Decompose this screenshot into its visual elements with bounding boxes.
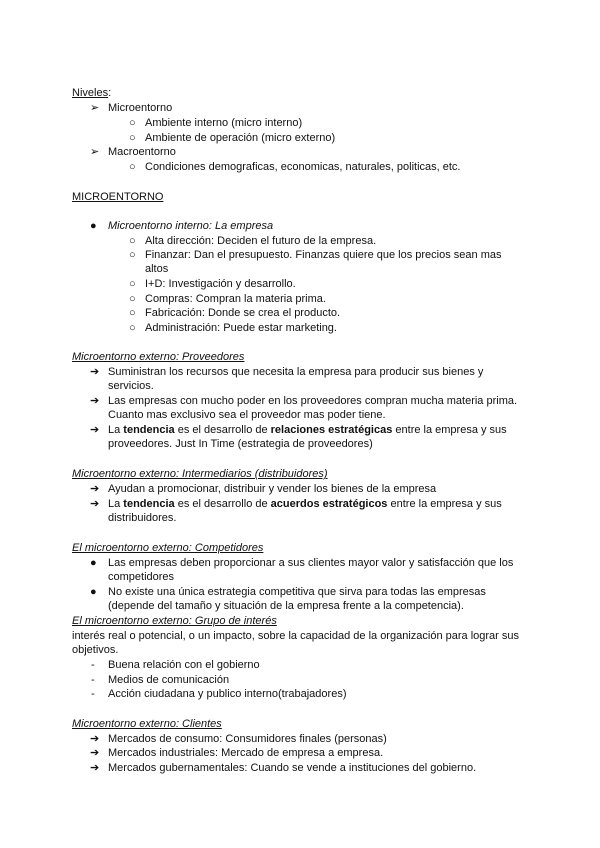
interno-item: Administración: Puede estar marketing. [145,322,337,334]
clientes-item: Mercados industriales: Mercado de empresa a empresa. [108,747,384,759]
arrowhead-bullet-icon: ➢ [90,146,100,158]
proveedores-p1-cont: servicios. [108,380,154,392]
proveedores-p3-cont: proveedores. Just In Time (estrategia de proveedores) [108,438,373,450]
niveles-micro-a: Ambiente interno (micro interno) [145,117,303,129]
intermediarios-title: Microentorno externo: Intermediarios (distribuidores) [72,468,328,480]
circle-bullet-icon: ○ [129,278,136,290]
clientes-item: Mercados gubernamentales: Cuando se vende a instituciones del gobierno. [108,762,477,774]
competidores-p1: Las empresas deben proporcionar a sus clientes mayor valor y satisfacción que los [108,557,514,569]
intermediarios-p2: La tendencia es el desarrollo de acuerdos estratégicos entre la empresa y sus [108,498,502,510]
arrow-bullet-icon: ➔ [90,424,100,436]
arrow-bullet-icon: ➔ [90,498,100,510]
interes-line1: interés real o potencial, o un impacto, sobre la capacidad de la organización para lograr sus [72,630,519,642]
interno-item: Finanzar: Dan el presupuesto. Finanzas quiere que los precios sean mas [145,249,502,261]
niveles-macro: Macroentorno [108,146,176,158]
circle-bullet-icon: ○ [129,117,136,129]
proveedores-p2-cont: Cuanto mas exclusivo sea el proveedor mas poder tiene. [108,409,386,421]
interno-item-cont: altos [145,263,169,275]
circle-bullet-icon: ○ [129,307,136,319]
arrow-bullet-icon: ➔ [90,483,100,495]
interno-title: Microentorno interno: La empresa [108,220,274,232]
interes-title: El microentorno externo: Grupo de interés [72,615,277,627]
clientes-item: Mercados de consumo: Consumidores finales (personas) [108,733,387,745]
clientes-title: Microentorno externo: Clientes [72,718,222,730]
proveedores-p3: La tendencia es el desarrollo de relaciones estratégicas entre la empresa y sus [108,424,507,436]
interes-item: Buena relación con el gobierno [108,659,260,671]
intermediarios-p1: Ayudan a promocionar, distribuir y vender los bienes de la empresa [108,483,437,495]
circle-bullet-icon: ○ [129,235,136,247]
circle-bullet-icon: ○ [129,161,136,173]
arrowhead-bullet-icon: ➢ [90,102,100,114]
niveles-macro-a: Condiciones demograficas, economicas, naturales, politicas, etc. [145,161,461,173]
niveles-micro-b: Ambiente de operación (micro externo) [145,132,336,144]
intermediarios-p2-cont: distribuidores. [108,512,177,524]
competidores-title: El microentorno externo: Competidores [72,542,264,554]
competidores-p1-cont: competidores [108,571,175,583]
proveedores-p1: Suministran los recursos que necesita la empresa para producir sus bienes y [108,366,484,378]
competidores-p2: No existe una única estrategia competitiva que sirva para todas las empresas [108,586,486,598]
interno-item: Compras: Compran la materia prima. [145,293,326,305]
arrow-bullet-icon: ➔ [90,747,100,759]
disc-bullet-icon: ● [90,220,97,232]
interno-item: Alta dirección: Deciden el futuro de la empresa. [145,235,377,247]
competidores-p2-cont: (depende del tamaño y situación de la empresa frente a la competencia). [108,600,464,612]
dash-bullet-icon: - [91,659,95,671]
proveedores-p2: Las empresas con mucho poder en los proveedores compran mucha materia prima. [108,395,518,407]
circle-bullet-icon: ○ [129,293,136,305]
proveedores-title: Microentorno externo: Proveedores [72,351,245,363]
interes-line2: objetivos. [72,644,119,656]
arrow-bullet-icon: ➔ [90,366,100,378]
interes-item: Medios de comunicación [108,674,230,686]
circle-bullet-icon: ○ [129,322,136,334]
disc-bullet-icon: ● [90,586,97,598]
niveles-heading: Niveles: [72,87,112,99]
arrow-bullet-icon: ➔ [90,733,100,745]
arrow-bullet-icon: ➔ [90,762,100,774]
circle-bullet-icon: ○ [129,249,136,261]
interno-item: Fabricación: Donde se crea el producto. [145,307,341,319]
dash-bullet-icon: - [91,688,95,700]
microentorno-title: MICROENTORNO [72,191,164,203]
niveles-micro: Microentorno [108,102,173,114]
interno-item: I+D: Investigación y desarrollo. [145,278,296,290]
arrow-bullet-icon: ➔ [90,395,100,407]
circle-bullet-icon: ○ [129,132,136,144]
dash-bullet-icon: - [91,674,95,686]
interes-item: Acción ciudadana y publico interno(trabajadores) [108,688,347,700]
disc-bullet-icon: ● [90,557,97,569]
